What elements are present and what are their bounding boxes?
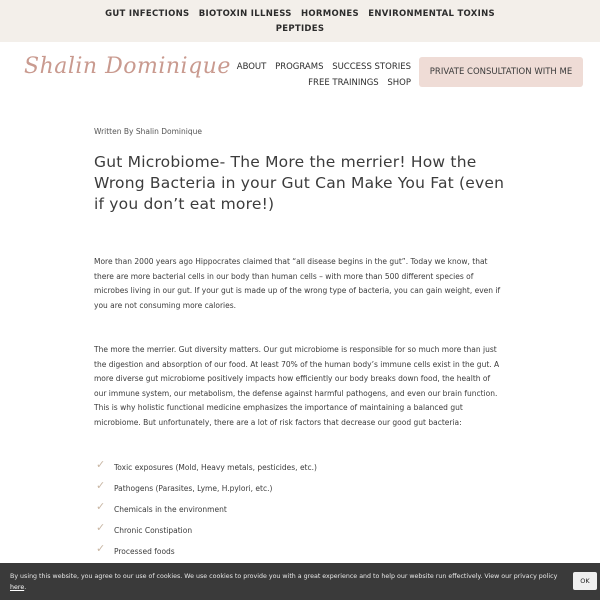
article-byline: Written By Shalin Dominique xyxy=(94,127,202,136)
privacy-policy-link[interactable]: here xyxy=(10,584,25,591)
article-paragraph-1: More than 2000 years ago Hippocrates claimed that “all disease begins in the gut”. Today we know, that there are more bacterial cells in our body than human cells – with more than 500 different species of microbes living in our gut. If your gut is made up of the wrong type of bacteria, you can gain weight, even if you are not consuming more calories. xyxy=(94,257,501,310)
list-item xyxy=(96,522,496,543)
list-item-text: Chronic Constipation xyxy=(114,526,193,535)
site-logo[interactable]: Shalin Dominique xyxy=(24,54,231,79)
list-item xyxy=(96,501,496,522)
nav-free-trainings[interactable]: FREE TRAININGS xyxy=(308,78,379,88)
article-title: Gut Microbiome- The More the merrier! How the Wrong Bacteria in your Gut Can Make You Fat (even if you don’t eat more!) xyxy=(94,153,505,213)
article-paragraph-2: The more the merrier. Gut diversity matters. Our gut microbiome is responsible for so much more than just the digestion and absorption of our food. At least 70% of the human body’s immune cells exist in the gut. A more diverse gut microbiome positively impacts how efficiently our body breaks down food, the health of our immune system, our metabolism, the defense against harmful pathogens, and even our brain function. This is why holistic functional medicine emphasizes the importance of maintaining a balanced gut microbiome. But unfortunately, there are a lot of risk factors that decrease our good gut bacteria: xyxy=(94,345,500,427)
list-item-text: Chemicals in the environment xyxy=(114,505,227,514)
top-category-bar xyxy=(0,0,600,42)
list-item-text: Pathogens (Parasites, Lyme, H.pylori, etc.) xyxy=(114,484,273,493)
category-row-1 xyxy=(0,9,600,19)
list-item xyxy=(96,543,496,564)
check-icon: ✓ xyxy=(96,479,106,492)
check-icon: ✓ xyxy=(96,500,106,513)
nav-hormones[interactable]: HORMONES xyxy=(300,9,359,19)
nav-shop[interactable]: SHOP xyxy=(387,78,411,88)
list-item xyxy=(96,459,496,480)
cookie-banner xyxy=(0,563,600,600)
nav-environmental-toxins[interactable]: ENVIRONMENTAL TOXINS xyxy=(368,9,495,19)
nav-gut-infections[interactable]: GUT INFECTIONS xyxy=(105,9,190,19)
main-navigation xyxy=(225,59,411,91)
nav-biotoxin-illness[interactable]: BIOTOXIN ILLNESS xyxy=(198,9,292,19)
category-row-2 xyxy=(0,24,600,34)
nav-programs[interactable]: PROGRAMS xyxy=(275,62,324,72)
cookie-ok-button[interactable]: OK xyxy=(573,572,597,590)
cookie-message: By using this website, you agree to our use of cookies. We use cookies to provide you with a great experience and to help our website run effectively. View our privacy policy xyxy=(10,573,558,580)
nav-about[interactable]: ABOUT xyxy=(236,62,267,72)
check-icon: ✓ xyxy=(96,542,106,555)
check-icon: ✓ xyxy=(96,521,106,534)
list-item-text: Processed foods xyxy=(114,547,175,556)
cookie-banner-text: By using this website, you agree to our use of cookies. We use cookies to provide you with a great experience and to help our website run effectively. View our privacy policy here. xyxy=(10,573,558,591)
nav-peptides[interactable]: PEPTIDES xyxy=(275,24,325,34)
list-item xyxy=(96,480,496,501)
nav-success-stories[interactable]: SUCCESS STORIES xyxy=(332,62,411,72)
list-item-text: Toxic exposures (Mold, Heavy metals, pesticides, etc.) xyxy=(114,463,317,472)
private-consultation-button[interactable]: PRIVATE CONSULTATION WITH ME xyxy=(419,57,583,87)
risk-factor-list xyxy=(96,459,496,564)
check-icon: ✓ xyxy=(96,458,106,471)
